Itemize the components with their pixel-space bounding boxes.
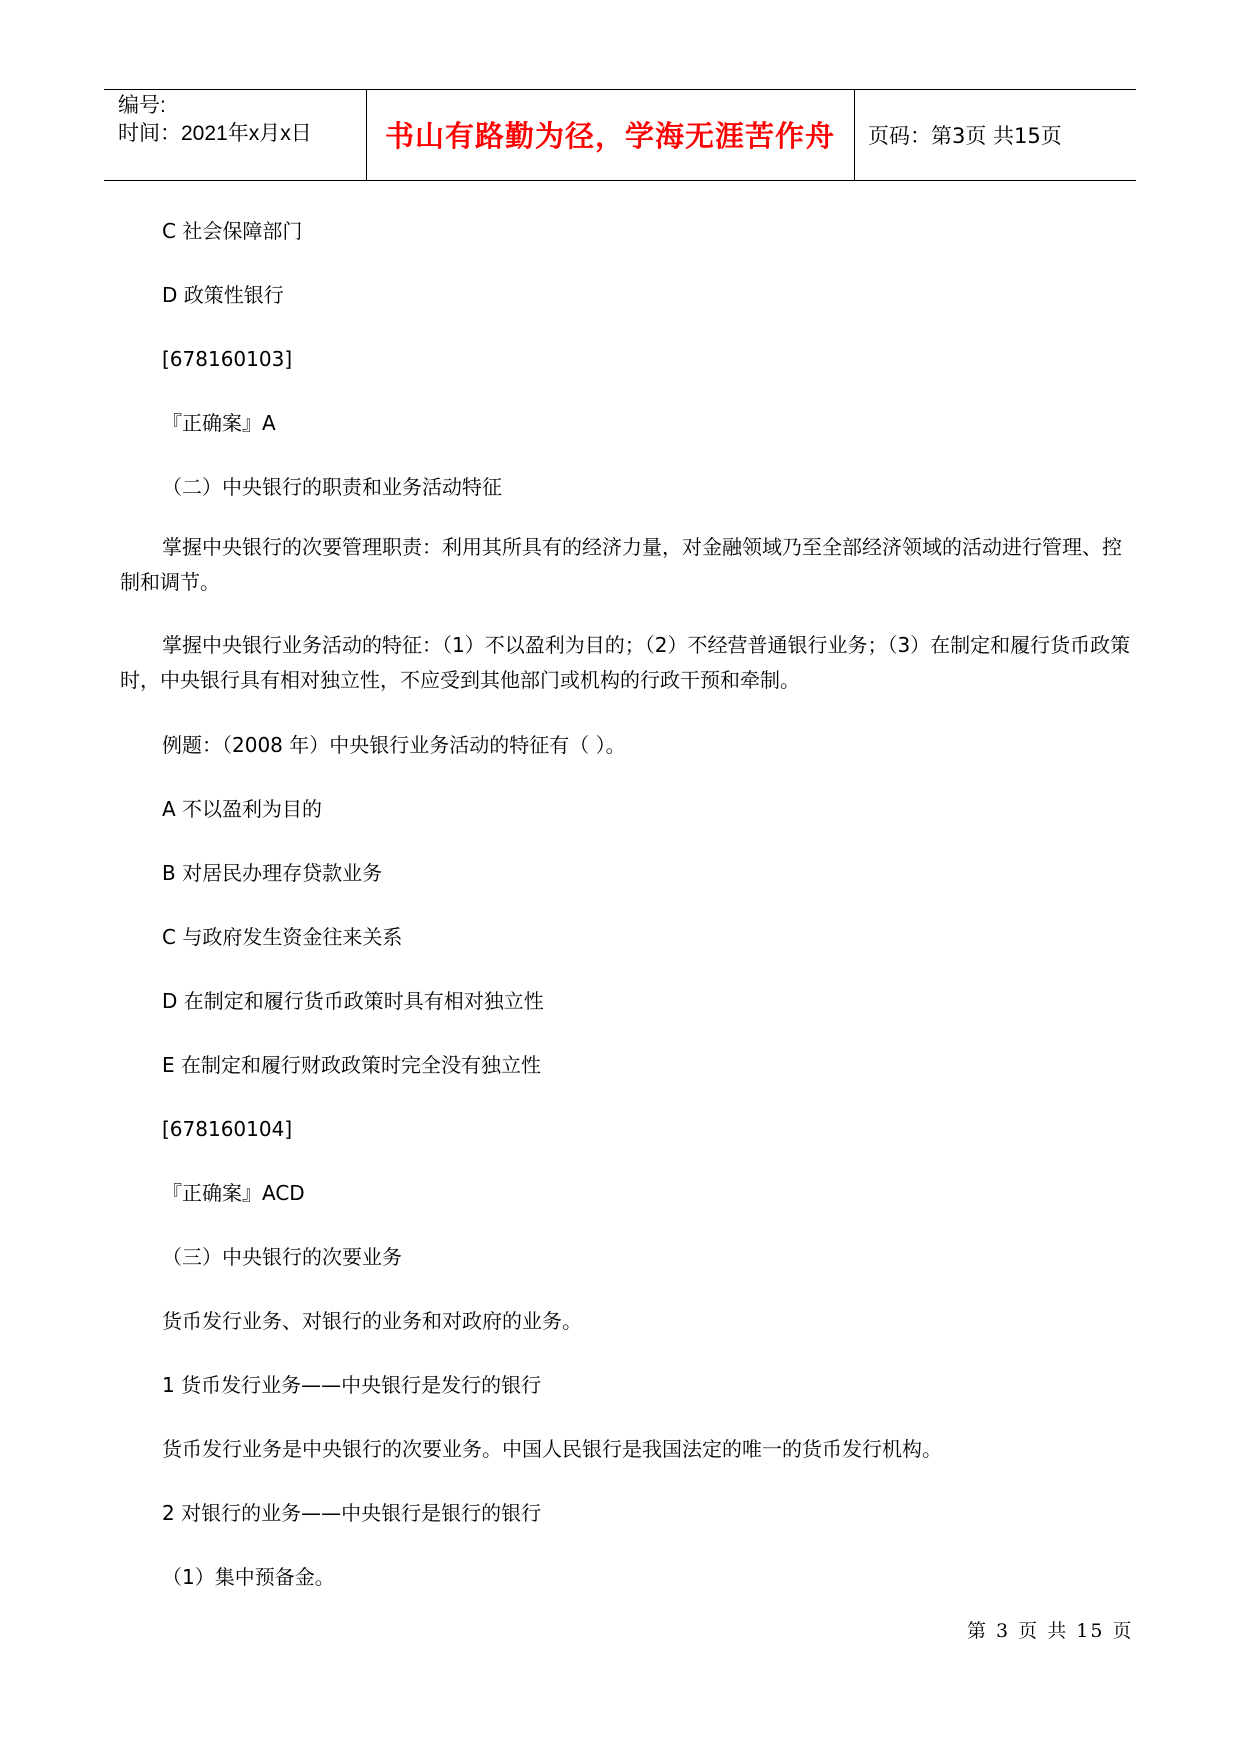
option-c-line: C 与政府发生资金往来关系 [162,925,403,949]
header-time-label: 时间：2021年x月x日 [118,122,312,145]
option-a-line: A 不以盈利为目的 [162,797,323,821]
option-e-line: E 在制定和履行财政政策时完全没有独立性 [162,1053,541,1077]
example-question: 例题：（2008 年）中央银行业务活动的特征有（ ）。 [162,733,626,757]
question-id: [678160103] [162,347,293,371]
header-page-label: 页码：第3页 共15页 [868,123,1062,148]
answer-line: 『正确案』ACD [162,1181,305,1205]
body-line: 1 货币发行业务——中央银行是发行的银行 [162,1373,542,1397]
body-line: （1）集中预备金。 [162,1565,335,1589]
header-divider [854,90,855,180]
section-heading: （二）中央银行的职责和业务活动特征 [162,475,502,499]
paragraph-responsibilities: 掌握中央银行的次要管理职责：利用其所具有的经济力量，对金融领域乃至全部经济领域的活动进行管理、控制和调节。 [120,535,1122,594]
section-heading: （三）中央银行的次要业务 [162,1245,402,1269]
option-c-line: C 社会保障部门 [162,219,303,243]
option-d-line: D 政策性银行 [162,283,284,307]
body-line: 货币发行业务是中央银行的次要业务。中国人民银行是我国法定的唯一的货币发行机构。 [162,1437,942,1461]
header-number-label: 编号: [118,94,166,117]
question-id: [678160104] [162,1117,293,1141]
page-footer: 第 3 页 共 15 页 [967,1620,1134,1642]
header-meta [118,92,312,148]
body-line: 2 对银行的业务——中央银行是银行的银行 [162,1501,542,1525]
answer-line: 『正确案』A [162,411,276,435]
body-line: 货币发行业务、对银行的业务和对政府的业务。 [162,1309,582,1333]
option-d-line: D 在制定和履行货币政策时具有相对独立性 [162,989,544,1013]
header-motto: 书山有路勤为径，学海无涯苦作舟 [384,119,835,153]
option-b-line: B 对居民办理存贷款业务 [162,861,383,885]
paragraph-features: 掌握中央银行业务活动的特征：（1）不以盈利为目的；（2）不经营普通银行业务；（3）在制定和履行货币政策时，中央银行具有相对独立性，不应受到其他部门或机构的行政干预和牵制。 [120,633,1131,692]
page-header [104,89,1136,181]
